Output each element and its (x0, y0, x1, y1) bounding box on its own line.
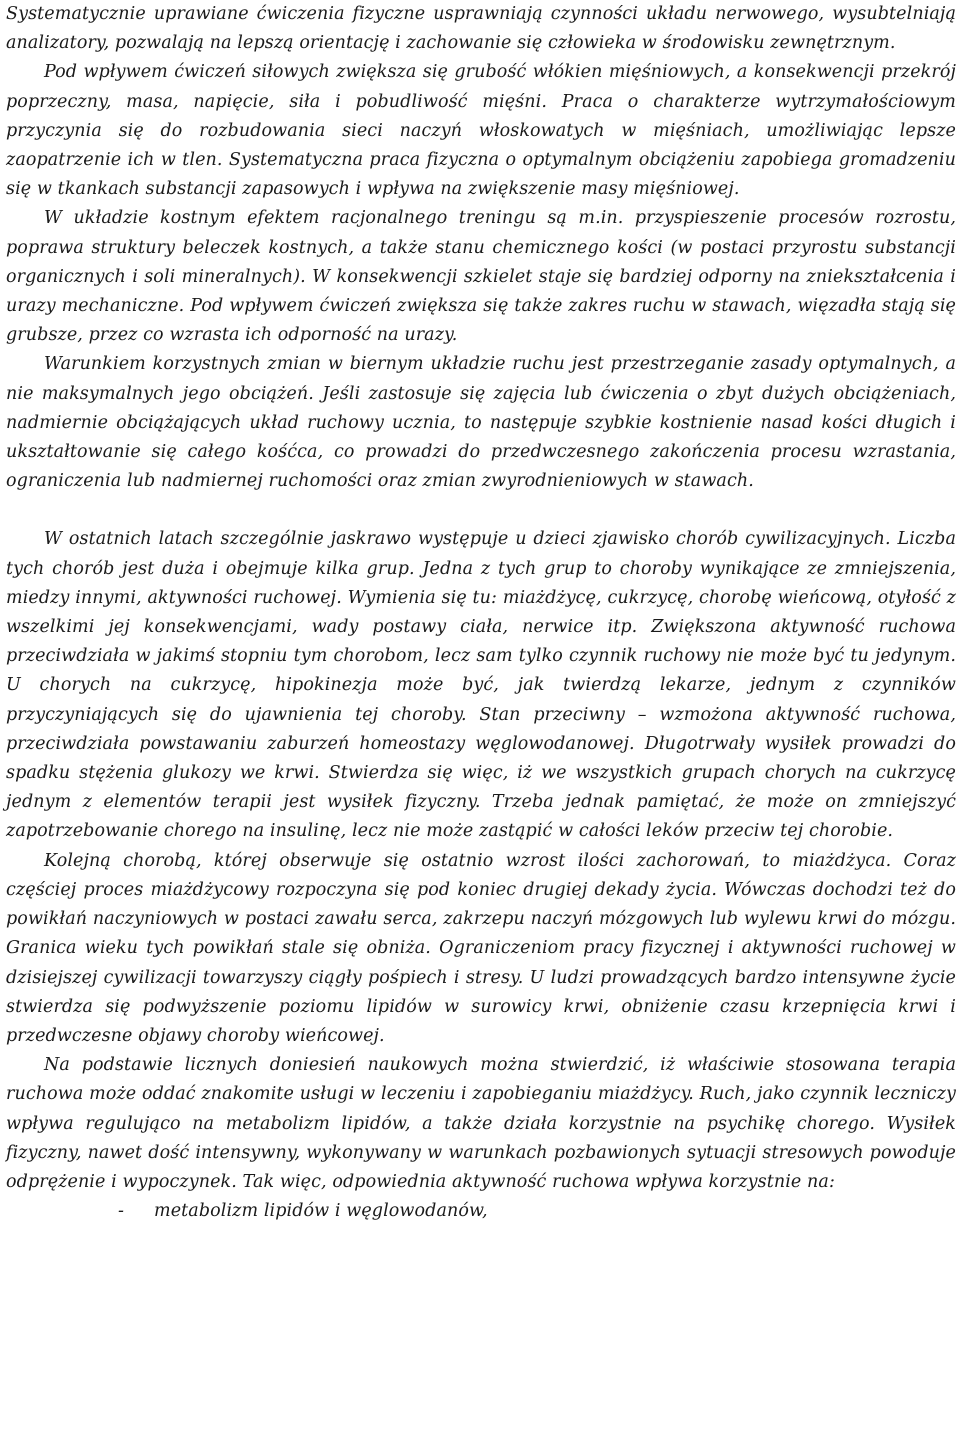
paragraph-movement-therapy: Na podstawie licznych doniesień naukowych można stwierdzić, iż właściwie stosowana terapia ruchowa może oddać znakomite usługi w leczeniu i zapobieganiu miażdżycy. Ruch, jako czynnik leczniczy wpływa regulująco na metabolizm lipidów, a także działa korzystnie na psychikę chorego. Wysiłek fizyczny, nawet dość intensywny, wykonywany w warunkach pozbawionych sytuacji stresowych powoduje odprężenie i wypoczynek. Tak więc, odpowiednia aktywność ruchowa wpływa korzystnie na: (6, 1055, 956, 1192)
paragraph-optimal-load: Warunkiem korzystnych zmian w biernym układzie ruchu jest przestrzeganie zasady optymalnych, a nie maksymalnych jego obciążeń. Jeśli zastosuje się zajęcia lub ćwiczenia o zbyt dużych obciążeniach, nadmiernie obciążających układ ruchowy ucznia, to następuje szybkie kostnienie nasad kości długich i ukształtowanie się całego kośćca, co prowadzi do przedwczesnego zakończenia procesu wzrastania, ograniczenia lub nadmiernej ruchomości oraz zmian zwyrodnieniowych w stawach. (6, 354, 956, 492)
list-dash: - (118, 1201, 125, 1222)
list-item-text: metabolizm lipidów i węglowodanów, (154, 1201, 488, 1222)
paragraph-civilization-diseases: W ostatnich latach szczególnie jaskrawo występuje u dzieci zjawisko chorób cywilizacyjnych. Liczba tych chorób jest duża i obejmuje kilka grup. Jedna z tych grup to choroby wynikające ze zmniejszenia, miedzy innymi, aktywności ruchowej. Wymienia się tu: miażdżycę, cukrzycę, chorobę wieńcową, otyłość z wszelkimi jej konsekwencjami, wady postawy ciała, nerwice itp. Zwiększona aktywność ruchowa przeciwdziała w jakimś stopniu tym chorobom, lecz sam tylko czynnik ruchowy nie może być tu jedynym. U chorych na cukrzycę, hipokinezja może być, jak twierdzą lekarze, jednym z czynników przyczyniających się do ujawnienia tej choroby. Stan przeciwny – wzmożona aktywność ruchowa, przeciwdziała powstawaniu zaburzeń homeostazy węglowodanowej. Długotrwały wysiłek prowadzi do spadku stężenia glukozy we krwi. Stwierdza się więc, iż we wszystkich grupach chorych na cukrzycę jednym z elementów terapii jest wysiłek fizyczny. Trzeba jednak pamiętać, że może on zmniejszyć zapotrzebowanie chorego na insulinę, lecz nie może zastąpić w całości leków przeciw tej chorobie. (6, 529, 956, 842)
paragraph-atherosclerosis: Kolejną chorobą, której obserwuje się ostatnio wzrost ilości zachorowań, to miażdżyca. Coraz częściej proces miażdżycowy rozpoczyna się pod koniec drugiej dekady życia. Wówczas dochodzi też do powikłań naczyniowych w postaci zawału serca, zakrzepu naczyń mózgowych lub wylewu krwi do mózgu. Granica wieku tych powikłań stale się obniża. Ograniczeniom pracy fizycznej i aktywności ruchowej w dzisiejszej cywilizacji towarzyszy ciągły pośpiech i stresy. U ludzi prowadzących bardzo intensywne życie stwierdza się podwyższenie poziomu lipidów w surowicy krwi, obniżenie czasu krzepnięcia krwi i przedwczesne objawy choroby wieńcowej. (6, 850, 956, 1046)
paragraph-nervous-system: Systematycznie uprawiane ćwiczenia fizyczne usprawniają czynności układu nerwowego, wysubtelniają analizatory, pozwalają na lepszą orientację i zachowanie się człowieka w środowisku zewnętrznym. (6, 4, 956, 54)
document-page (6, 0, 956, 1226)
paragraph-skeletal-system: W układzie kostnym efektem racjonalnego treningu są m.in. przyspieszenie procesów rozrostu, poprawa struktury beleczek kostnych, a także stanu chemicznego kości (w postaci przyrostu substancji organicznych i soli mineralnych). W konsekwencji szkielet staje się bardziej odporny na zniekształcenia i urazy mechaniczne. Pod wpływem ćwiczeń zwiększa się także zakres ruchu w stawach, więzadła stają się grubsze, przez co wzrasta ich odporność na urazy. (6, 208, 956, 346)
paragraph-strength-training: Pod wpływem ćwiczeń siłowych zwiększa się grubość włókien mięśniowych, a konsekwencji przekrój poprzeczny, masa, napięcie, siła i pobudliwość mięśni. Praca o charakterze wytrzymałościowym przyczynia się do rozbudowania sieci naczyń włoskowatych w mięśniach, umożliwiając lepsze zaopatrzenie ich w tlen. Systematyczna praca fizyczna o optymalnym obciążeniu zapobiega gromadzeniu się w tkankach substancji zapasowych i wpływa na zwiększenie masy mięśniowej. (6, 62, 956, 200)
list-item (6, 1197, 956, 1226)
